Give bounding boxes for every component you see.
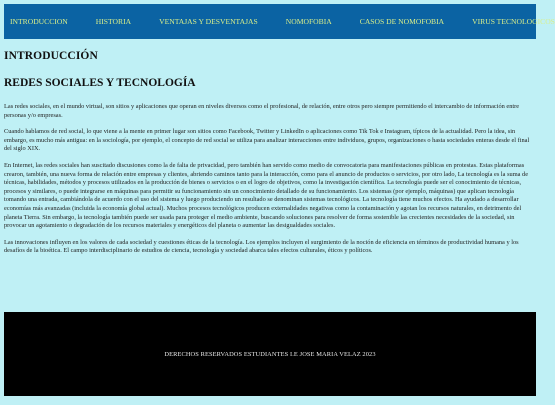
paragraph-redes-sociales: Las redes sociales, en el mundo virtual, son sitios y aplicaciones que operan en niveles diversos como el profesional, de relación, entre otros pero siempre permitiendo el intercambio de información entre personas y/o empresas. bbox=[4, 103, 520, 119]
nav-link-historia[interactable]: HISTORIA bbox=[95, 17, 132, 26]
nav-link-introduccion[interactable]: INTRODUCCION bbox=[10, 17, 68, 26]
nav-link-casos-de-nomofobia[interactable]: CASOS DE NOMOFOBIA bbox=[359, 17, 445, 26]
section-heading: REDES SOCIALES Y TECNOLOGÍA bbox=[4, 77, 196, 89]
top-navigation-bar bbox=[4, 4, 555, 39]
paragraph-red-social-historia: Cuando hablamos de red social, lo que viene a la mente en primer lugar son sitios como Facebook, Twitter y LinkedIn o aplicaciones como Tik Tok e Instagram, típicos de la actualidad. Pero la idea, sin embargo, es mucho más antigua: en la sociología, por ejemplo, el concepto de red social se utiliza para analizar interacciones entre individuos, grupos, organizaciones o hasta sociedades enteras desde el final del siglo XIX. bbox=[4, 128, 530, 153]
nav-link-ventajas-y-desventajas[interactable]: VENTAJAS Y DESVENTAJAS bbox=[159, 17, 258, 26]
footer bbox=[4, 312, 536, 396]
nav-link-virus-tecnologicos[interactable]: VIRUS TECNOLOGICOS bbox=[472, 17, 555, 26]
footer-copyright-text: DERECHOS RESERVADOS ESTUDIANTES I.E JOSE MARIA VELAZ 2023 bbox=[164, 350, 376, 358]
paragraph-innovaciones: Las innovaciones influyen en los valores de cada sociedad y cuestiones éticas de la tecnología. Los ejemplos incluyen el surgimiento de la noción de eficiencia en términos de productividad humana y los desafíos de la bioética. El campo interdisciplinario de estudios de ciencia, tecnología y sociedad abarca tales efectos culturales, éticos y políticos. bbox=[4, 238, 519, 255]
page-title: INTRODUCCIÓN bbox=[4, 50, 98, 62]
nav-link-nomofobia[interactable]: NOMOFOBIA bbox=[285, 17, 332, 26]
main-content bbox=[4, 50, 536, 256]
paragraph-internet-tecnologia: En Internet, las redes sociales han suscitado discusiones como la de falta de privacidad, pero también han servido como medio de convocatoria para manifestaciones públicas en protestas. Estas plataformas crearon, también, una nueva forma de relación entre empresas y clientes, abriendo caminos tanto para la interacción, como para el anuncio de productos o servicios, por otro lado, La tecnología es la suma de técnicas, habilidades, métodos y procesos utilizados en la producción de bienes o servicios o en el logro de objetivos, como la investigación científica. La tecnología puede ser el conocimiento de técnicas, procesos y similares, o puede integrarse en máquinas para permitir su funcionamiento sin un conocimiento detallado de su funcionamiento. Los sistemas (por ejemplo, máquinas) que aplican tecnología tomando una entrada, cambiándola de acuerdo con el uso del sistema y luego produciendo un resultado se denominan sistemas tecnológicos. La tecnología tiene muchos efectos. Ha ayudado a desarrollar economías más avanzadas (incluida la economía global actual). Muchos procesos tecnológicos producen externalidades negativas como la contaminación y agotan los recursos naturales, en detrimento del planeta Tierra. Sin embargo, la tecnología también puede ser usada para proteger el medio ambiente, buscando soluciones para resolver de forma sostenible las crecientes necesidades de la sociedad, sin provocar un agotamiento o degradación de los recursos materiales y energéticos del planeta o aumentar las desigualdades sociales. bbox=[4, 161, 529, 230]
